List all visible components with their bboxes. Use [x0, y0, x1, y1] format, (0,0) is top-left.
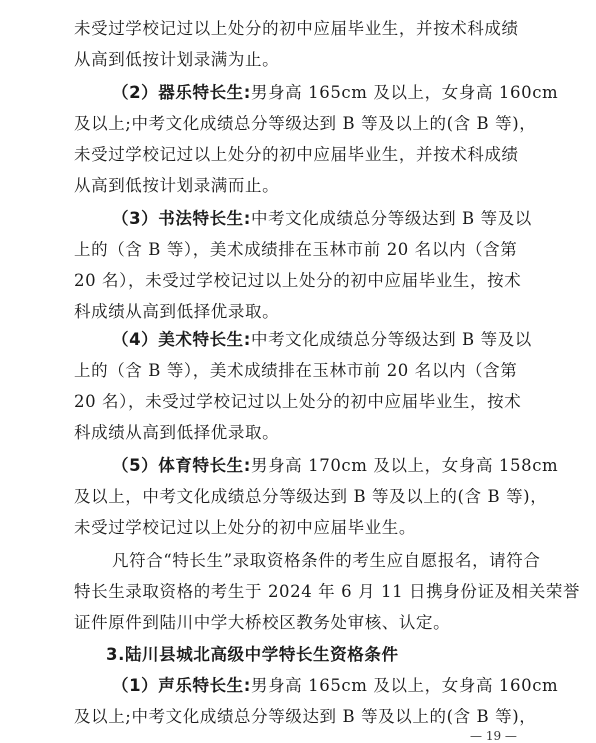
text-line: 上的（含 B 等），美术成绩排在玉林市前 20 名以内（含第	[74, 240, 518, 259]
item-text: 男身高 170cm 及以上，女身高 158cm	[250, 456, 559, 475]
text-line: 证件原件到陆川中学大桥校区教务处审核、认定。	[74, 613, 451, 632]
item-text: 中考文化成绩总分等级达到 B 等及以	[250, 209, 532, 228]
item-4	[112, 325, 544, 355]
page-number: — 19 —	[470, 729, 517, 743]
text-line: 凡符合“特长生”录取资格条件的考生应自愿报名，请符合	[112, 551, 541, 570]
item-label: （3）书法特长生:	[112, 209, 251, 228]
text-line: 科成绩从高到低择优录取。	[74, 302, 280, 321]
text-line: 20 名），未受过学校记过以上处分的初中应届毕业生，按术	[74, 271, 522, 290]
text-line: 及以上，中考文化成绩总分等级达到 B 等及以上的(含 B 等)，	[74, 487, 548, 506]
text-line: 及以上;中考文化成绩总分等级达到 B 等及以上的(含 B 等)，	[74, 114, 537, 133]
text-line: 未受过学校记过以上处分的初中应届毕业生。	[74, 518, 416, 537]
text-line: 未受过学校记过以上处分的初中应届毕业生，并按术科成绩	[74, 19, 519, 38]
section-heading: 3.陆川县城北高级中学特长生资格条件	[106, 645, 399, 664]
text-line: 未受过学校记过以上处分的初中应届毕业生，并按术科成绩	[74, 145, 519, 164]
item-text: 男身高 165cm 及以上，女身高 160cm	[250, 676, 559, 695]
item-text: 男身高 165cm 及以上，女身高 160cm	[250, 83, 559, 102]
item-label: （5）体育特长生:	[112, 456, 251, 475]
text-line: 上的（含 B 等），美术成绩排在玉林市前 20 名以内（含第	[74, 361, 518, 380]
item-3	[112, 204, 544, 234]
item-label: （2）器乐特长生:	[112, 83, 251, 102]
text-line: 及以上;中考文化成绩总分等级达到 B 等及以上的(含 B 等)，	[74, 707, 537, 726]
item-1	[112, 671, 559, 701]
text-line: 20 名），未受过学校记过以上处分的初中应届毕业生，按术	[74, 392, 522, 411]
item-5	[112, 451, 559, 481]
item-text: 中考文化成绩总分等级达到 B 等及以	[250, 330, 532, 349]
item-label: （4）美术特长生:	[112, 330, 251, 349]
text-line: 特长生录取资格的考生于 2024 年 6 月 11 日携身份证及相关荣誉	[74, 582, 581, 601]
text-line: 科成绩从高到低择优录取。	[74, 423, 280, 442]
item-2	[112, 78, 559, 108]
text-line: 从高到低按计划录满为止。	[74, 50, 280, 69]
item-label: （1）声乐特长生:	[112, 676, 251, 695]
text-line: 从高到低按计划录满而止。	[74, 176, 280, 195]
